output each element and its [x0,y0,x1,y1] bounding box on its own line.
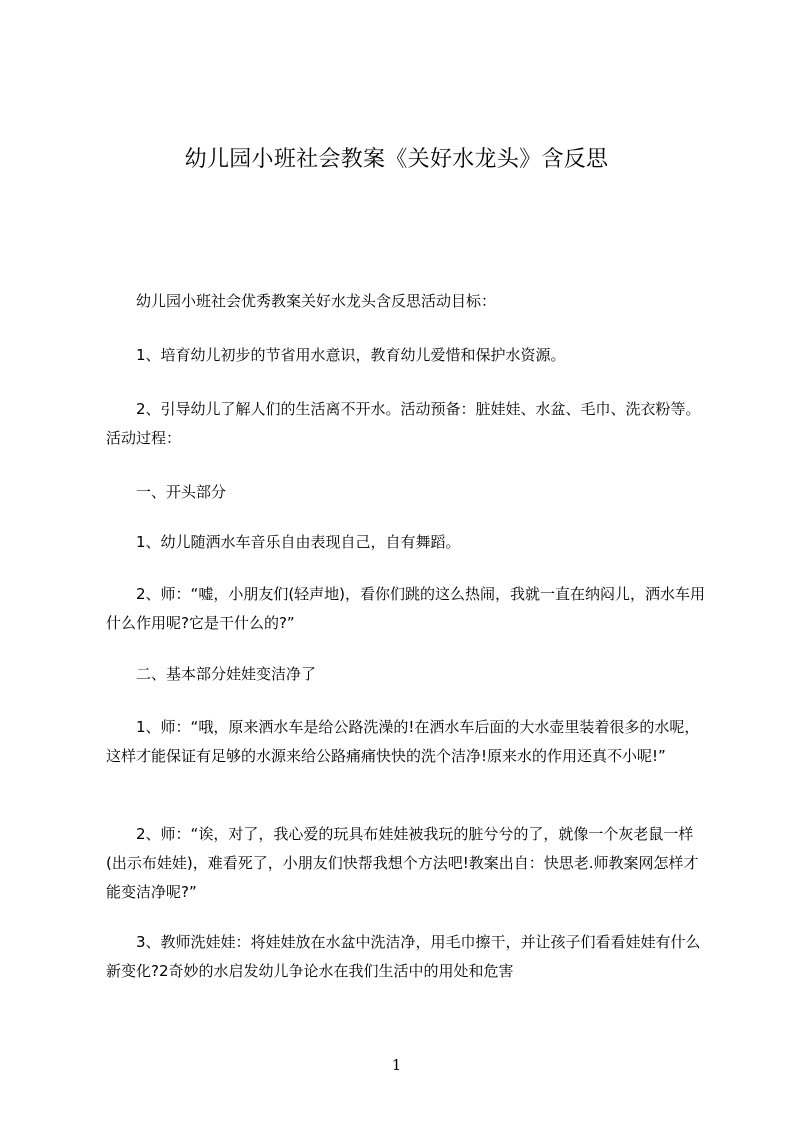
paragraph-opening-1: 1、幼儿随洒水车音乐自由表现自己，自有舞蹈。 [136,533,461,551]
section-heading-basic: 二、基本部分娃娃变洁净了 [136,665,317,683]
paragraph-basic-1: 1、师：“哦，原来洒水车是给公路洗澡的!在洒水车后面的大水壶里装着很多的水呢，这样才能保证有足够的水源来给公路痛痛快快的洗个洁净!原来水的作用还真不小呢!” [106,718,700,765]
paragraph-opening-2: 2、师：“嘘，小朋友们(轻声地)，看你们跳的这么热闹，我就一直在纳闷儿，洒水车用什么作用呢?它是干什么的?” [106,585,706,632]
paragraph-goal-1: 1、培育幼儿初步的节省用水意识，教育幼儿爱惜和保护水资源。 [136,346,566,364]
page-number: 1 [391,1056,402,1074]
document-title: 幼儿园小班社会教案《关好水龙头》含反思 [184,147,609,172]
section-heading-opening: 一、开头部分 [136,483,227,501]
paragraph-goal-2: 2、引导幼儿了解人们的生活离不开水。活动预备：脏娃娃、水盆、毛巾、洗衣粉等。活动过程： [106,400,701,447]
paragraph-intro: 幼儿园小班社会优秀教案关好水龙头含反思活动目标： [136,292,497,310]
paragraph-basic-2: 2、师：“诶，对了，我心爱的玩具布娃娃被我玩的脏兮兮的了，就像一个灰老鼠一样(出示布娃娃)，难看死了，小朋友们快帮我想个方法吧!教案出自：快思老.师教案网怎样才能变洁净呢?” [106,825,699,901]
paragraph-basic-3: 3、教师洗娃娃：将娃娃放在水盆中洗洁净，用毛巾擦干，并让孩子们看看娃娃有什么新变化?2奇妙的水启发幼儿争论水在我们生活中的用处和危害 [106,933,701,980]
